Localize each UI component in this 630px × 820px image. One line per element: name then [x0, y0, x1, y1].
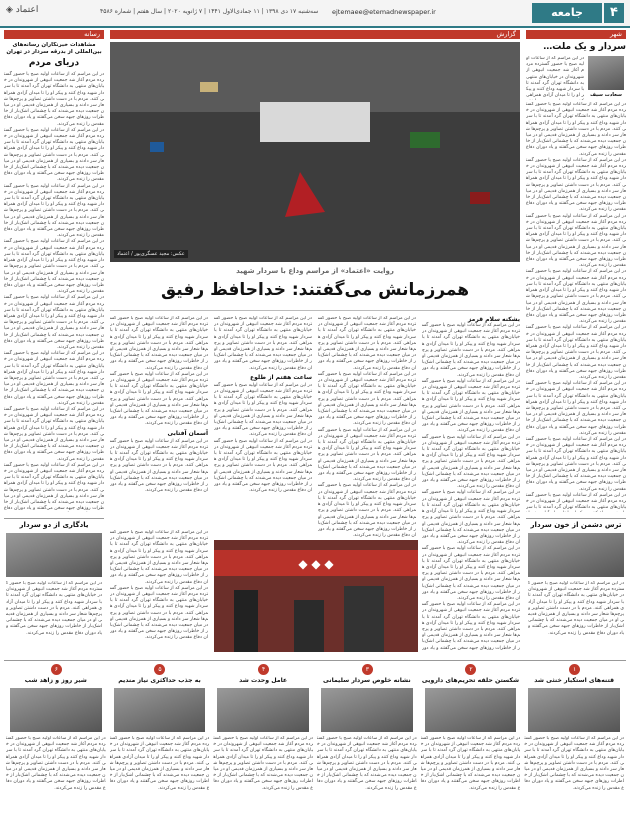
bottom-story	[421, 664, 521, 816]
newspaper-logo: ◈ اعتماد	[6, 5, 39, 15]
bottom-story	[524, 664, 624, 816]
bottom-story-heading: شیر روز و زاهد شب	[24, 677, 87, 684]
tag-media: رسانه	[4, 30, 104, 39]
crowd-illustration	[110, 42, 520, 262]
kicker: روایت «اعتماد» از مراسم وداع با سردار شهید	[236, 267, 394, 275]
headline-divider	[110, 310, 520, 311]
side-box-left: یادگاری از دو سردار در این مراسم که از ساعات اولیه صبح با حضور گسترده مردم آغاز شد جمعیت انبوهی از شهروندان در خیابان‌های منتهی به دانشگاه تهران گرد آمدند تا با سردار شهید وداع کنند و پیکر او را تا میدان آزادی همراهی کنند. مردم با در دست داشتن تصاویر و پرچم‌ها شعار سر دادند و بسیاری از همرزمان قدیمی او در میان جمعیت دیده می‌شدند که با چشمانی اشک‌بار از خاطرات روزهای جبهه سخن می‌گفتند و یاد دوران دفاع مقدس را زنده می‌کردند.	[4, 518, 104, 657]
side-box-right-heading: ترس دشمن از خون سردار	[530, 521, 622, 529]
bottom-story-photo	[425, 688, 517, 732]
bottom-story	[213, 664, 313, 816]
bottom-story-heading: قتنه‌های استکبار خنثی شد	[534, 677, 615, 684]
bottom-story-number: ۵	[154, 664, 165, 675]
section-label: جامعه	[532, 3, 602, 23]
bottom-story-heading: شکستن حلقه تحریم‌های دارویی	[421, 677, 520, 684]
side-box-right: ترس دشمن از خون سردار در این مراسم که از ساعات اولیه صبح با حضور گسترده مردم آغاز شد جمعیت انبوهی از شهروندان در خیابان‌های منتهی به دانشگاه تهران گرد آمدند تا با سردار شهید وداع کنند و پیکر او را تا میدان آزادی همراهی کنند. مردم با در دست داشتن تصاویر و پرچم‌ها شعار سر دادند و بسیاری از همرزمان قدیمی او در میان جمعیت دیده می‌شدند که با چشمانی اشک‌بار از خاطرات روزهای جبهه سخن می‌گفتند و یاد دوران دفاع مقدس را زنده می‌کردند.	[526, 518, 626, 657]
bottom-story	[317, 664, 417, 816]
side-box-left-photo	[6, 533, 102, 577]
bottom-story-heading: به جذب حداکثری نیاز مندیم	[118, 677, 201, 684]
story-column-4: در این مراسم که از ساعات اولیه صبح با حضور گسترده مردم آغاز شد جمعیت انبوهی از شهروندان در خیابان‌های منتهی به دانشگاه تهران گرد آمدند تا با سردار شهید وداع کنند و پیکر او را تا میدان آزادی همراهی کنند. مردم با در دست داشتن تصاویر و پرچم‌ها شعار سر دادند و بسیاری از همرزمان قدیمی او در میان جمعیت دیده می‌شدند که با چشمانی اشک‌بار از خاطرات روزهای جبهه سخن می‌گفتند و یاد دوران دفاع مقدس را زنده می‌کردند. در این مراسم که از ساعات اولیه صبح با حضور گسترده مردم آغاز شد جمعیت انبوهی از شهروندان در خیابان‌های منتهی به دانشگاه تهران گرد آمدند تا با سردار شهید وداع کنند و پیکر او را تا میدان آزادی همراهی کنند. مردم با در دست داشتن تصاویر و پرچم‌ها شعار سر دادند و بسیاری از همرزمان قدیمی او در میان جمعیت دیده می‌شدند که با چشمانی اشک‌بار از خاطرات روزهای جبهه سخن می‌گفتند و یاد دوران دفاع مقدس را زنده می‌کردند. آسمان آفتابی در این مراسم که از ساعات اولیه صبح با حضور گسترده مردم آغاز شد جمعیت انبوهی از شهروندان در خیابان‌های منتهی به دانشگاه تهران گرد آمدند تا با سردار شهید وداع کنند و پیکر او را تا میدان آزادی همراهی کنند. مردم با در دست داشتن تصاویر و پرچم‌ها شعار سر دادند و بسیاری از همرزمان قدیمی او در میان جمعیت دیده می‌شدند که با چشمانی اشک‌بار از خاطرات روزهای جبهه سخن می‌گفتند و یاد دوران دفاع مقدس را زنده می‌کردند.	[110, 316, 208, 494]
left-column-title: مشاهدات خبرنگاران رسانه‌های بین‌المللی از بدرقه سردار در تهران	[6, 42, 102, 55]
photo-caption: عکس: مجید عسگری‌پور / اعتماد	[114, 250, 188, 258]
bottom-story-body: در این مراسم که از ساعات اولیه صبح با حضور گسترده مردم آغاز شد جمعیت انبوهی از شهروندان در خیابان‌های منتهی به دانشگاه تهران گرد آمدند تا با سردار شهید وداع کنند و پیکر او را تا میدان آزادی همراهی کنند. مردم با در دست داشتن تصاویر و پرچم‌ها شعار سر دادند و بسیاری از همرزمان قدیمی او در میان جمعیت دیده می‌شدند که با چشمانی اشک‌بار از خاطرات روزهای جبهه سخن می‌گفتند و یاد دوران دفاع مقدس را زنده می‌کردند.	[420, 736, 521, 791]
bottom-story-body: در این مراسم که از ساعات اولیه صبح با حضور گسترده مردم آغاز شد جمعیت انبوهی از شهروندان در خیابان‌های منتهی به دانشگاه تهران گرد آمدند تا با سردار شهید وداع کنند و پیکر او را تا میدان آزادی همراهی کنند. مردم با در دست داشتن تصاویر و پرچم‌ها شعار سر دادند و بسیاری از همرزمان قدیمی او در میان جمعیت دیده می‌شدند که با چشمانی اشک‌بار از خاطرات روزهای جبهه سخن می‌گفتند و یاد دوران دفاع مقدس را زنده می‌کردند.	[6, 736, 106, 791]
main-photo	[110, 42, 520, 262]
dateline: سه‌شنبه ۱۷ دی ۱۳۹۸ | ۱۱ جمادی‌الاول ۱۴۴۱ | ۷ ژانویه ۲۰۲۰ | سال هفتم | شماره ۴۵۸۶	[100, 8, 319, 15]
bottom-story-photo	[114, 688, 206, 732]
bottom-story	[6, 664, 106, 816]
subhead-1: بشکنه سلام قرمز	[467, 316, 520, 323]
right-column-heading: سردار و یک ملت…	[543, 42, 626, 52]
bottom-story-body: در این مراسم که از ساعات اولیه صبح با حضور گسترده مردم آغاز شد جمعیت انبوهی از شهروندان در خیابان‌های منتهی به دانشگاه تهران گرد آمدند تا با سردار شهید وداع کنند و پیکر او را تا میدان آزادی همراهی کنند. مردم با در دست داشتن تصاویر و پرچم‌ها شعار سر دادند و بسیاری از همرزمان قدیمی او در میان جمعیت دیده می‌شدند که با چشمانی اشک‌بار از خاطرات روزهای جبهه سخن می‌گفتند و یاد دوران دفاع مقدس را زنده می‌کردند.	[213, 736, 313, 791]
bottom-story-photo	[528, 688, 620, 732]
left-column: مشاهدات خبرنگاران رسانه‌های بین‌المللی از بدرقه سردار در تهران دریای مردم در این مراسم که از ساعات اولیه صبح با حضور گسترده مردم آغاز شد جمعیت انبوهی از شهروندان در خیابان‌های منتهی به دانشگاه تهران گرد آمدند تا با سردار شهید وداع کنند و پیکر او را تا میدان آزادی همراهی کنند. مردم با در دست داشتن تصاویر و پرچم‌ها شعار سر دادند و بسیاری از همرزمان قدیمی او در میان جمعیت دیده می‌شدند که با چشمانی اشک‌بار از خاطرات روزهای جبهه سخن می‌گفتند و یاد دوران دفاع مقدس را زنده می‌کردند. در این مراسم که از ساعات اولیه صبح با حضور گسترده مردم آغاز شد جمعیت انبوهی از شهروندان در خیابان‌های منتهی به دانشگاه تهران گرد آمدند تا با سردار شهید وداع کنند و پیکر او را تا میدان آزادی همراهی کنند. مردم با در دست داشتن تصاویر و پرچم‌ها شعار سر دادند و بسیاری از همرزمان قدیمی او در میان جمعیت دیده می‌شدند که با چشمانی اشک‌بار از خاطرات روزهای جبهه سخن می‌گفتند و یاد دوران دفاع مقدس را زنده می‌کردند. در این مراسم که از ساعات اولیه صبح با حضور گسترده مردم آغاز شد جمعیت انبوهی از شهروندان در خیابان‌های منتهی به دانشگاه تهران گرد آمدند تا با سردار شهید وداع کنند و پیکر او را تا میدان آزادی همراهی کنند. مردم با در دست داشتن تصاویر و پرچم‌ها شعار سر دادند و بسیاری از همرزمان قدیمی او در میان جمعیت دیده می‌شدند که با چشمانی اشک‌بار از خاطرات روزهای جبهه سخن می‌گفتند و یاد دوران دفاع مقدس را زنده می‌کردند. در این مراسم که از ساعات اولیه صبح با حضور گسترده مردم آغاز شد جمعیت انبوهی از شهروندان در خیابان‌های منتهی به دانشگاه تهران گرد آمدند تا با سردار شهید وداع کنند و پیکر او را تا میدان آزادی همراهی کنند. مردم با در دست داشتن تصاویر و پرچم‌ها شعار سر دادند و بسیاری از همرزمان قدیمی او در میان جمعیت دیده می‌شدند که با چشمانی اشک‌بار از خاطرات روزهای جبهه سخن می‌گفتند و یاد دوران دفاع مقدس را زنده می‌کردند. در این مراسم که از ساعات اولیه صبح با حضور گسترده مردم آغاز شد جمعیت انبوهی از شهروندان در خیابان‌های منتهی به دانشگاه تهران گرد آمدند تا با سردار شهید وداع کنند و پیکر او را تا میدان آزادی همراهی کنند. مردم با در دست داشتن تصاویر و پرچم‌ها شعار سر دادند و بسیاری از همرزمان قدیمی او در میان جمعیت دیده می‌شدند که با چشمانی اشک‌بار از خاطرات روزهای جبهه سخن می‌گفتند و یاد دوران دفاع مقدس را زنده می‌کردند. در این مراسم که از ساعات اولیه صبح با حضور گسترده مردم آغاز شد جمعیت انبوهی از شهروندان در خیابان‌های منتهی به دانشگاه تهران گرد آمدند تا با سردار شهید وداع کنند و پیکر او را تا میدان آزادی همراهی کنند. مردم با در دست داشتن تصاویر و پرچم‌ها شعار سر دادند و بسیاری از همرزمان قدیمی او در میان جمعیت دیده می‌شدند که با چشمانی اشک‌بار از خاطرات روزهای جبهه سخن می‌گفتند و یاد دوران دفاع مقدس را زنده می‌کردند. در این مراسم که از ساعات اولیه صبح با حضور گسترده مردم آغاز شد جمعیت انبوهی از شهروندان در خیابان‌های منتهی به دانشگاه تهران گرد آمدند تا با سردار شهید وداع کنند و پیکر او را تا میدان آزادی همراهی کنند. مردم با در دست داشتن تصاویر و پرچم‌ها شعار سر دادند و بسیاری از همرزمان قدیمی او در میان جمعیت دیده می‌شدند که با چشمانی اشک‌بار از خاطرات روزهای جبهه سخن می‌گفتند و یاد دوران دفاع مقدس را زنده می‌کردند. در این مراسم که از ساعات اولیه صبح با حضور گسترده مردم آغاز شد جمعیت انبوهی از شهروندان در خیابان‌های منتهی به دانشگاه تهران گرد آمدند تا با سردار شهید وداع کنند و پیکر او را تا میدان آزادی همراهی کنند. مردم با در دست داشتن تصاویر و پرچم‌ها شعار سر دادند و بسیاری از همرزمان قدیمی او در میان جمعیت دیده می‌شدند که با چشمانی اشک‌بار از خاطرات روزهای جبهه سخن می‌گفتند و یاد دوران دفاع	[4, 42, 104, 512]
main-headline: همرزمانش می‌گفتند: خداحافظ رفیق	[160, 280, 470, 300]
section-email: ejtemaee@etemadnewspaper.ir	[332, 8, 436, 16]
page-number: ۴	[604, 3, 624, 23]
bottom-story-heading: عامل وحدت شد	[239, 677, 288, 684]
left-column-body: در این مراسم که از ساعات اولیه صبح با حضور گسترده مردم آغاز شد جمعیت انبوهی از شهروندان در خیابان‌های منتهی به دانشگاه تهران گرد آمدند تا با سردار شهید وداع کنند و پیکر او را تا میدان آزادی همراهی کنند. مردم با در دست داشتن تصاویر و پرچم‌ها شعار سر دادند و بسیاری از همرزمان قدیمی او در میان جمعیت دیده می‌شدند که با چشمانی اشک‌بار از خاطرات روزهای جبهه سخن می‌گفتند و یاد دوران دفاع مقدس را زنده می‌کردند.	[4, 72, 104, 127]
bottom-story-heading: نشانه خلوص سردار سلیمانی	[323, 677, 411, 684]
bottom-row	[4, 664, 626, 816]
bottom-story	[110, 664, 210, 816]
tag-city: شهر	[526, 30, 626, 39]
story-column-1: بشکنه سلام قرمز در این مراسم که از ساعات اولیه صبح با حضور گسترده مردم آغاز شد جمعیت انبوهی از شهروندان در خیابان‌های منتهی به دانشگاه تهران گرد آمدند تا با سردار شهید وداع کنند و پیکر او را تا میدان آزادی همراهی کنند. مردم با در دست داشتن تصاویر و پرچم‌ها شعار سر دادند و بسیاری از همرزمان قدیمی او در میان جمعیت دیده می‌شدند که با چشمانی اشک‌بار از خاطرات روزهای جبهه سخن می‌گفتند و یاد دوران دفاع مقدس را زنده می‌کردند. در این مراسم که از ساعات اولیه صبح با حضور گسترده مردم آغاز شد جمعیت انبوهی از شهروندان در خیابان‌های منتهی به دانشگاه تهران گرد آمدند تا با سردار شهید وداع کنند و پیکر او را تا میدان آزادی همراهی کنند. مردم با در دست داشتن تصاویر و پرچم‌ها شعار سر دادند و بسیاری از همرزمان قدیمی او در میان جمعیت دیده می‌شدند که با چشمانی اشک‌بار از خاطرات روزهای جبهه سخن می‌گفتند و یاد دوران دفاع مقدس را زنده می‌کردند. در این مراسم که از ساعات اولیه صبح با حضور گسترده مردم آغاز شد جمعیت انبوهی از شهروندان در خیابان‌های منتهی به دانشگاه تهران گرد آمدند تا با سردار شهید وداع کنند و پیکر او را تا میدان آزادی همراهی کنند. مردم با در دست داشتن تصاویر و پرچم‌ها شعار سر دادند و بسیاری از همرزمان قدیمی او در میان جمعیت دیده می‌شدند که با چشمانی اشک‌بار از خاطرات روزهای جبهه سخن می‌گفتند و یاد دوران دفاع مقدس را زنده می‌کردند. در این مراسم که از ساعات اولیه صبح با حضور گسترده مردم آغاز شد جمعیت انبوهی از شهروندان در خیابان‌های منتهی به دانشگاه تهران گرد آمدند تا با سردار شهید وداع کنند و پیکر او را تا میدان آزادی همراهی کنند. مردم با در دست داشتن تصاویر و پرچم‌ها شعار سر دادند و بسیاری از همرزمان قدیمی او در میان جمعیت دیده می‌شدند که با چشمانی اشک‌بار از خاطرات روزهای جبهه سخن می‌گفتند و یاد دوران دفاع مقدس را زنده می‌کردند. در این مراسم که از ساعات اولیه صبح با حضور گسترده مردم آغاز شد جمعیت انبوهی از شهروندان در خیابان‌های منتهی به دانشگاه تهران گرد آمدند تا با سردار شهید وداع کنند و پیکر او را تا میدان آزادی همراهی کنند. مردم با در دست داشتن تصاویر و پرچم‌ها شعار سر دادند و بسیاری از همرزمان قدیمی او در میان جمعیت دیده می‌شدند که با چشمانی اشک‌بار از خاطرات روزهای جبهه سخن می‌گفتند و یاد دوران دفاع مقدس را زنده می‌کردند. در این مراسم که از ساعات اولیه صبح با حضور گسترده مردم آغاز شد جمعیت انبوهی از شهروندان در خیابان‌های منتهی به دانشگاه تهران گرد آمدند تا با سردار شهید وداع کنند و پیکر او را تا میدان آزادی همراهی کنند. مردم با در دست داشتن تصاویر و پرچم‌ها شعار سر دادند و بسیاری از همرزمان قدیمی او در میان جمعیت دیده می‌شدند که با چشمانی اشک‌بار از خاطرات روزهای جبهه سخن می‌گفتند و یاد دور	[422, 316, 520, 650]
subhead-3: آسمان آفتابی	[167, 429, 208, 437]
right-column-body: در این مراسم که از ساعات اولیه صبح با حضور گسترده مردم آغاز شد جمعیت انبوهی از شهروندان در خیابان‌های منتهی به دانشگاه تهران گرد آمدند تا با سردار شهید وداع کنند و پیکر او را تا میدان آزادی همراهی کنند. مردم با در دست داشتن تصاویر و پرچم‌ها شعار سر دادند و بسیاری از همرزمان قدیمی او در میان جمعیت دیده می‌شدند که با چشمانی اشک‌بار از خاطرات روزهای جبهه سخن می‌گفتند و یاد دوران دفاع مقدس را زنده می‌کردند.	[526, 102, 626, 157]
left-column-heading: دریای مردم	[28, 58, 80, 68]
svg-text:◆ ◆ ◆: ◆ ◆ ◆	[298, 557, 334, 571]
story-column-5: در این مراسم که از ساعات اولیه صبح با حضور گسترده مردم آغاز شد جمعیت انبوهی از شهروندان در خیابان‌های منتهی به دانشگاه تهران گرد آمدند تا با سردار شهید وداع کنند و پیکر او را تا میدان آزادی همراهی کنند. مردم با در دست داشتن تصاویر و پرچم‌ها شعار سر دادند و بسیاری از همرزمان قدیمی او در میان جمعیت دیده می‌شدند که با چشمانی اشک‌بار از خاطرات روزهای جبهه سخن می‌گفتند و یاد دوران دفاع مقدس را زنده می‌کردند. در این مراسم که از ساعات اولیه صبح با حضور گسترده مردم آغاز شد جمعیت انبوهی از شهروندان در خیابان‌های منتهی به دانشگاه تهران گرد آمدند تا با سردار شهید وداع کنند و پیکر او را تا میدان آزادی همراهی کنند. مردم با در دست داشتن تصاویر و پرچم‌ها شعار سر دادند و بسیاری از همرزمان قدیمی او در میان جمعیت دیده می‌شدند که با چشمانی اشک‌بار از خاطرات روزهای جبهه سخن می‌گفتند و یاد دوران دفاع مقدس را زنده می‌کردند.	[110, 530, 208, 641]
bottom-story-body: در این مراسم که از ساعات اولیه صبح با حضور گسترده مردم آغاز شد جمعیت انبوهی از شهروندان در خیابان‌های منتهی به دانشگاه تهران گرد آمدند تا با سردار شهید وداع کنند و پیکر او را تا میدان آزادی همراهی کنند. مردم با در دست داشتن تصاویر و پرچم‌ها شعار سر دادند و بسیاری از همرزمان قدیمی او در میان جمعیت دیده می‌شدند که با چشمانی اشک‌بار از خاطرات روزهای جبهه سخن می‌گفتند و یاد دوران دفاع مقدس را زنده می‌کردند.	[317, 736, 417, 791]
author-name: سعادت سیف	[590, 92, 622, 98]
bottom-story-number: ۳	[362, 664, 373, 675]
author-photo	[588, 56, 624, 90]
bottom-row-divider	[4, 660, 626, 661]
tag-report: گزارش	[110, 30, 520, 39]
right-column: سردار و یک ملت… سعادت سیف در این مراسم که از ساعات اولیه صبح با حضور گسترده مردم آغاز شد جمعیت انبوهی از شهروندان در خیابان‌های منتهی به دانشگاه تهران گرد آمدند تا با سردار شهید وداع کنند و پیکر او را تا میدان آزادی همراهی در این مراسم که از ساعات اولیه صبح با حضور گسترده مردم آغاز شد جمعیت انبوهی از شهروندان در خیابان‌های منتهی به دانشگاه تهران گرد آمدند تا با سردار شهید وداع کنند و پیکر او را تا میدان آزادی همراهی کنند. مردم با در دست داشتن تصاویر و پرچم‌ها شعار سر دادند و بسیاری از همرزمان قدیمی او در میان جمعیت دیده می‌شدند که با چشمانی اشک‌بار از خاطرات روزهای جبهه سخن می‌گفتند و یاد دوران دفاع مقدس را زنده می‌کردند. در این مراسم که از ساعات اولیه صبح با حضور گسترده مردم آغاز شد جمعیت انبوهی از شهروندان در خیابان‌های منتهی به دانشگاه تهران گرد آمدند تا با سردار شهید وداع کنند و پیکر او را تا میدان آزادی همراهی کنند. مردم با در دست داشتن تصاویر و پرچم‌ها شعار سر دادند و بسیاری از همرزمان قدیمی او در میان جمعیت دیده می‌شدند که با چشمانی اشک‌بار از خاطرات روزهای جبهه سخن می‌گفتند و یاد دوران دفاع مقدس را زنده می‌کردند. در این مراسم که از ساعات اولیه صبح با حضور گسترده مردم آغاز شد جمعیت انبوهی از شهروندان در خیابان‌های منتهی به دانشگاه تهران گرد آمدند تا با سردار شهید وداع کنند و پیکر او را تا میدان آزادی همراهی کنند. مردم با در دست داشتن تصاویر و پرچم‌ها شعار سر دادند و بسیاری از همرزمان قدیمی او در میان جمعیت دیده می‌شدند که با چشمانی اشک‌بار از خاطرات روزهای جبهه سخن می‌گفتند و یاد دوران دفاع مقدس را زنده می‌کردند. در این مراسم که از ساعات اولیه صبح با حضور گسترده مردم آغاز شد جمعیت انبوهی از شهروندان در خیابان‌های منتهی به دانشگاه تهران گرد آمدند تا با سردار شهید وداع کنند و پیکر او را تا میدان آزادی همراهی کنند. مردم با در دست داشتن تصاویر و پرچم‌ها شعار سر دادند و بسیاری از همرزمان قدیمی او در میان جمعیت دیده می‌شدند که با چشمانی اشک‌بار از خاطرات روزهای جبهه سخن می‌گفتند و یاد دوران دفاع مقدس را زنده می‌کردند. در این مراسم که از ساعات اولیه صبح با حضور گسترده مردم آغاز شد جمعیت انبوهی از شهروندان در خیابان‌های منتهی به دانشگاه تهران گرد آمدند تا با سردار شهید وداع کنند و پیکر او را تا میدان آزادی همراهی کنند. مردم با در دست داشتن تصاویر و پرچم‌ها شعار سر دادند و بسیاری از همرزمان قدیمی او در میان جمعیت دیده می‌شدند که با چشمانی اشک‌بار از خاطرات روزهای جبهه سخن می‌گفتند و یاد دوران دفاع مقدس را زنده می‌کردند. در این مراسم که از ساعات اولیه صبح با حضور گسترده مردم آغاز شد جمعیت انبوهی از شهروندان در خیابان‌های منتهی به دانشگاه تهران گرد آمدند تا با سردار شهید وداع کنند و پیکر او را تا میدان آزادی همراهی کنند. مردم با در دست داشتن تصاویر و پرچم‌ها شعار سر دادند و بسیاری از همرزمان قدیمی او در میان جمعیت دیده می‌شدند که با چشمانی اشک‌بار از خاطرات روزهای جبهه سخن می‌گفتند و یاد دوران دفاع مقدس را زنده می‌کردند. در این مراسم که از ساعات اولیه صبح با حضور گسترده مردم آغاز شد جمعیت انبوهی از شهروندان در خیابان‌های منتهی به دانشگاه تهران گرد آمدند تا با سردار شهید وداع کنند و پیکر او را تا میدان آزادی همراهی کنند. مردم با در دست داشتن تصاویر و پرچم‌ها شعار سر دادند و بسیاری از همرزمان قدیمی او در میان جمعیت دیده می‌شدند که با چشمانی اشک‌بار از خاطرات روزهای جبهه سخن می‌گفتند و یاد دوران دفاع مقدس را زنده می‌کردند. در این مراسم که از ساعات اولیه صبح با حضور گسترده مردم آغاز شد جمعیت انبوهی از شهروندان در خیابان‌های منتهی به دانشگاه تهران گرد آمدند تا با سر	[526, 42, 626, 511]
story-column-3: در این مراسم که از ساعات اولیه صبح با حضور گسترده مردم آغاز شد جمعیت انبوهی از شهروندان در خیابان‌های منتهی به دانشگاه تهران گرد آمدند تا با سردار شهید وداع کنند و پیکر او را تا میدان آزادی همراهی کنند. مردم با در دست داشتن تصاویر و پرچم‌ها شعار سر دادند و بسیاری از همرزمان قدیمی او در میان جمعیت دیده می‌شدند که با چشمانی اشک‌بار از خاطرات روزهای جبهه سخن می‌گفتند و یاد دوران دفاع مقدس را زنده می‌کردند. ساعت هفتم از طلوع در این مراسم که از ساعات اولیه صبح با حضور گسترده مردم آغاز شد جمعیت انبوهی از شهروندان در خیابان‌های منتهی به دانشگاه تهران گرد آمدند تا با سردار شهید وداع کنند و پیکر او را تا میدان آزادی همراهی کنند. مردم با در دست داشتن تصاویر و پرچم‌ها شعار سر دادند و بسیاری از همرزمان قدیمی او در میان جمعیت دیده می‌شدند که با چشمانی اشک‌بار از خاطرات روزهای جبهه سخن می‌گفتند و یاد دوران دفاع مقدس را زنده می‌کردند. در این مراسم که از ساعات اولیه صبح با حضور گسترده مردم آغاز شد جمعیت انبوهی از شهروندان در خیابان‌های منتهی به دانشگاه تهران گرد آمدند تا با سردار شهید وداع کنند و پیکر او را تا میدان آزادی همراهی کنند. مردم با در دست داشتن تصاویر و پرچم‌ها شعار سر دادند و بسیاری از همرزمان قدیمی او در میان جمعیت دیده می‌شدند که با چشمانی اشک‌بار از خاطرات روزهای جبهه سخن می‌گفتند و یاد دوران دفاع مقدس را زنده می‌کردند.	[214, 316, 312, 494]
bottom-story-number: ۶	[51, 664, 62, 675]
bottom-story-number: ۴	[258, 664, 269, 675]
bottom-story-photo	[321, 688, 413, 732]
bottom-story-photo	[10, 688, 102, 732]
subhead-2: ساعت هفتم از طلوع	[250, 373, 312, 381]
bottom-story-photo	[217, 688, 309, 732]
bottom-story-number: ۲	[465, 664, 476, 675]
secondary-photo	[214, 540, 418, 652]
bottom-story-body: در این مراسم که از ساعات اولیه صبح با حضور گسترده مردم آغاز شد جمعیت انبوهی از شهروندان در خیابان‌های منتهی به دانشگاه تهران گرد آمدند تا با سردار شهید وداع کنند و پیکر او را تا میدان آزادی همراهی کنند. مردم با در دست داشتن تصاویر و پرچم‌ها شعار سر دادند و بسیاری از همرزمان قدیمی او در میان جمعیت دیده می‌شدند که با چشمانی اشک‌بار از خاطرات روزهای جبهه سخن می‌گفتند و یاد دوران دفاع مقدس را زنده می‌کردند.	[524, 736, 624, 791]
story-column-2: در این مراسم که از ساعات اولیه صبح با حضور گسترده مردم آغاز شد جمعیت انبوهی از شهروندان در خیابان‌های منتهی به دانشگاه تهران گرد آمدند تا با سردار شهید وداع کنند و پیکر او را تا میدان آزادی همراهی کنند. مردم با در دست داشتن تصاویر و پرچم‌ها شعار سر دادند و بسیاری از همرزمان قدیمی او در میان جمعیت دیده می‌شدند که با چشمانی اشک‌بار از خاطرات روزهای جبهه سخن می‌گفتند و یاد دوران دفاع مقدس را زنده می‌کردند. در این مراسم که از ساعات اولیه صبح با حضور گسترده مردم آغاز شد جمعیت انبوهی از شهروندان در خیابان‌های منتهی به دانشگاه تهران گرد آمدند تا با سردار شهید وداع کنند و پیکر او را تا میدان آزادی همراهی کنند. مردم با در دست داشتن تصاویر و پرچم‌ها شعار سر دادند و بسیاری از همرزمان قدیمی او در میان جمعیت دیده می‌شدند که با چشمانی اشک‌بار از خاطرات روزهای جبهه سخن می‌گفتند و یاد دوران دفاع مقدس را زنده می‌کردند. در این مراسم که از ساعات اولیه صبح با حضور گسترده مردم آغاز شد جمعیت انبوهی از شهروندان در خیابان‌های منتهی به دانشگاه تهران گرد آمدند تا با سردار شهید وداع کنند و پیکر او را تا میدان آزادی همراهی کنند. مردم با در دست داشتن تصاویر و پرچم‌ها شعار سر دادند و بسیاری از همرزمان قدیمی او در میان جمعیت دیده می‌شدند که با چشمانی اشک‌بار از خاطرات روزهای جبهه سخن می‌گفتند و یاد دوران دفاع مقدس را زنده می‌کردند. در این مراسم که از ساعات اولیه صبح با حضور گسترده مردم آغاز شد جمعیت انبوهی از شهروندان در خیابان‌های منتهی به دانشگاه تهران گرد آمدند تا با سردار شهید وداع کنند و پیکر او را تا میدان آزادی همراهی کنند. مردم با در دست داشتن تصاویر و پرچم‌ها شعار سر دادند و بسیاری از همرزمان قدیمی او در میان جمعیت دیده می‌شدند که با چشمانی اشک‌بار از خاطرات روزهای جبهه سخن می‌گفتند و یاد دوران دفاع مقدس را زنده می‌کردند.	[318, 316, 416, 539]
bottom-story-number: ۱	[569, 664, 580, 675]
side-box-right-photo	[528, 533, 624, 577]
bottom-story-body: در این مراسم که از ساعات اولیه صبح با حضور گسترده مردم آغاز شد جمعیت انبوهی از شهروندان در خیابان‌های منتهی به دانشگاه تهران گرد آمدند تا با سردار شهید وداع کنند و پیکر او را تا میدان آزادی همراهی کنند. مردم با در دست داشتن تصاویر و پرچم‌ها شعار سر دادند و بسیاری از همرزمان قدیمی او در میان جمعیت دیده می‌شدند که با چشمانی اشک‌بار از خاطرات روزهای جبهه سخن می‌گفتند و یاد دوران دفاع مقدس را زنده می‌کردند.	[109, 736, 210, 791]
side-box-left-heading: یادگاری از دو سردار	[19, 521, 89, 529]
mural-illustration	[214, 540, 418, 652]
